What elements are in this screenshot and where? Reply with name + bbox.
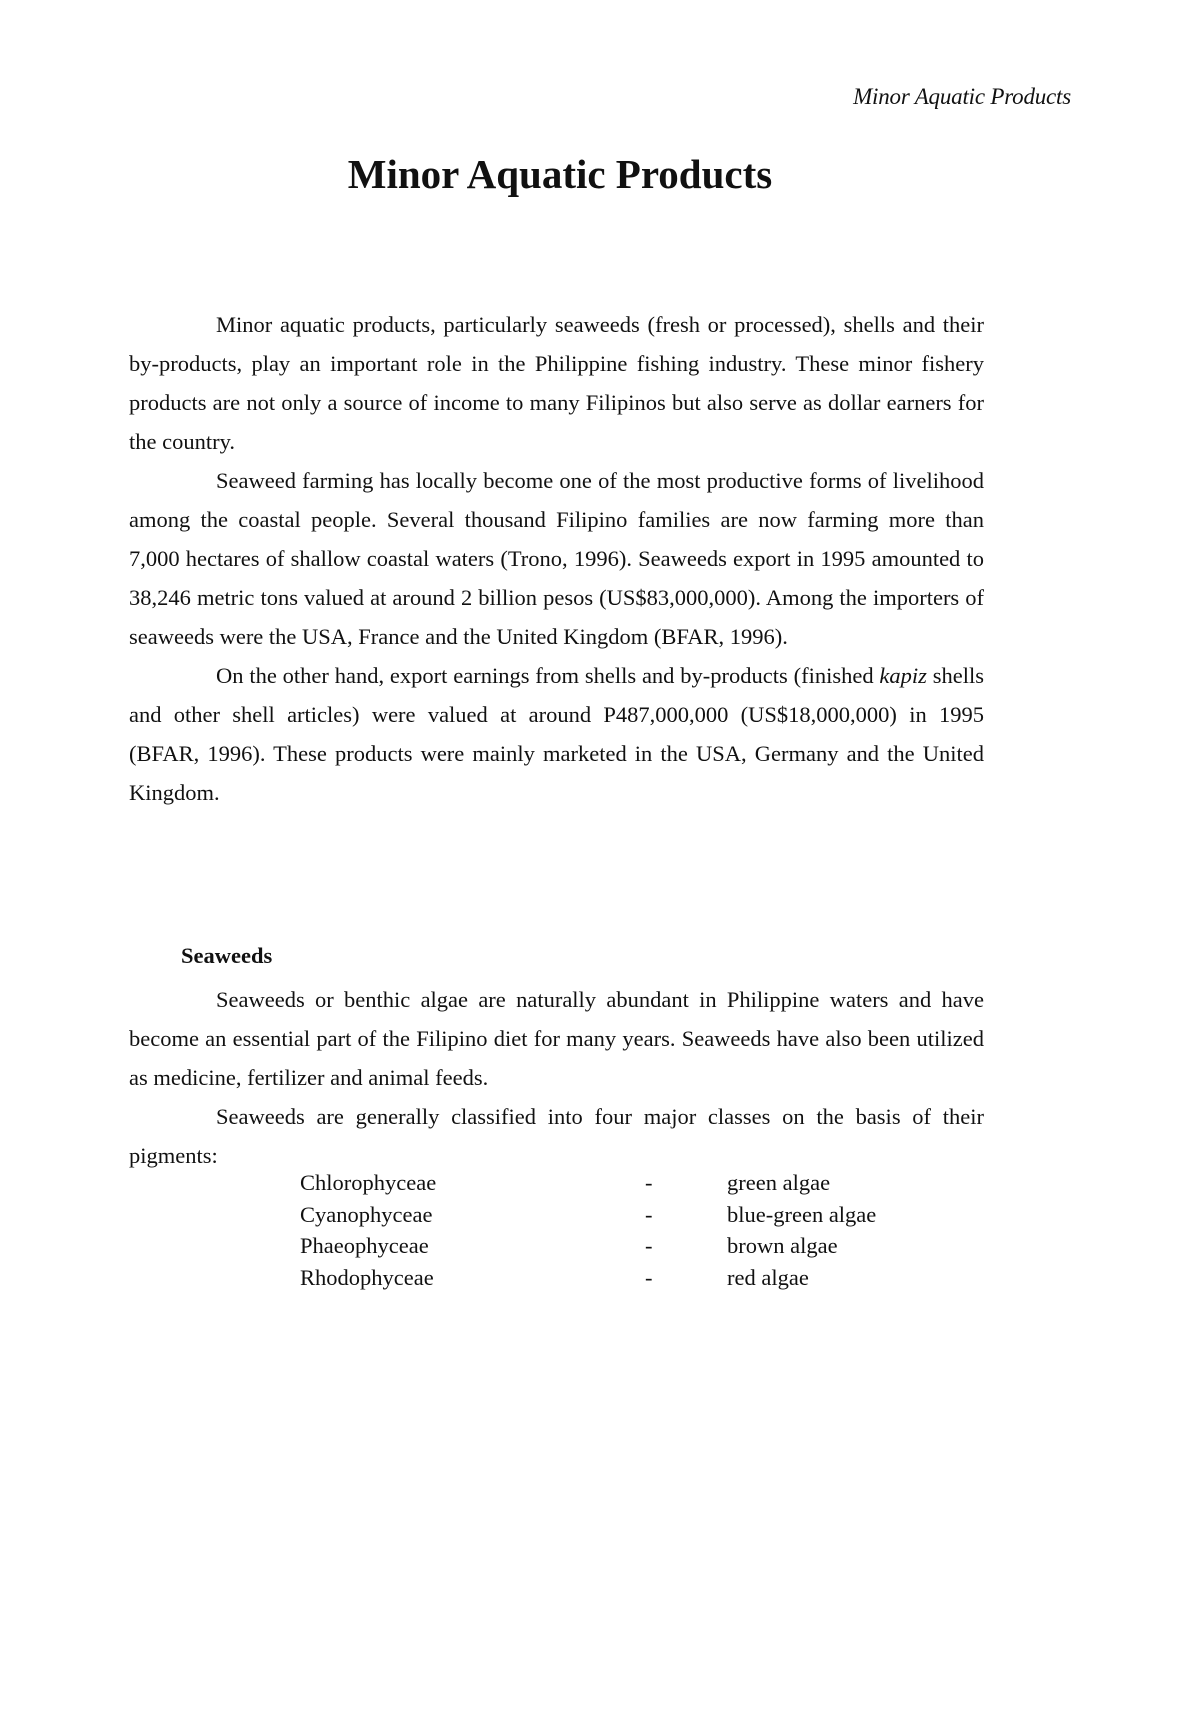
class-description: blue-green algae <box>727 1201 877 1227</box>
class-dash: - <box>645 1264 653 1290</box>
class-name: Cyanophyceae <box>300 1201 433 1227</box>
algae-classes-list <box>300 1167 927 1293</box>
class-name: Chlorophyceae <box>300 1170 437 1195</box>
page-title: Minor Aquatic Products <box>347 151 773 197</box>
running-header: Minor Aquatic Products <box>853 84 1071 109</box>
intro-paragraph-3-start: On the other hand, export earnings from shells and by-products (finished <box>216 663 880 688</box>
intro-paragraph-3 <box>129 656 984 812</box>
class-dash: - <box>645 1170 653 1195</box>
intro-section <box>129 305 984 812</box>
intro-paragraph-2: Seaweed farming has locally become one of the most productive forms of livelihood among the coastal people. Several thousand Filipino families are now farming more than 7,000 hectares of shallow coastal waters (Trono, 1996). Seaweeds export in 1995 amounted to 38,246 metric tons valued at around 2 billion pesos (US$83,000,000). Among the importers of seaweeds were the USA, France and the United Kingdom (BFAR, 1996). <box>129 468 984 649</box>
class-description: green algae <box>727 1170 831 1195</box>
intro-paragraph-1: Minor aquatic products, particularly seaweeds (fresh or processed), shells and their by-products, play an important role in the Philippine fishing industry. These minor fishery products are not only a source of income to many Filipinos but also serve as dollar earners for the country. <box>129 312 984 454</box>
class-description: red algae <box>727 1264 809 1290</box>
algae-class-row <box>300 1199 927 1231</box>
class-dash: - <box>645 1233 653 1258</box>
algae-class-row <box>300 1262 927 1294</box>
intro-paragraph-3-end: shells and other shell articles) were valued at around P487,000,000 (US$18,000,000) in 1995 (BFAR, 1996). These products were mainly marketed in the USA, Germany and the United Kingdom. <box>129 663 984 805</box>
class-dash: - <box>645 1201 653 1227</box>
seaweeds-section <box>129 980 984 1175</box>
class-name: Rhodophyceae <box>300 1264 434 1290</box>
algae-class-row <box>300 1167 927 1199</box>
class-description: brown algae <box>727 1233 838 1258</box>
algae-class-row <box>300 1230 927 1262</box>
class-name: Phaeophyceae <box>300 1233 429 1258</box>
seaweeds-paragraph-2: Seaweeds are generally classified into four major classes on the basis of their pigments: <box>129 1104 984 1168</box>
seaweeds-paragraph-1: Seaweeds or benthic algae are naturally abundant in Philippine waters and have become an essential part of the Filipino diet for many years. Seaweeds have also been utilized as medicine, fertilizer and animal feeds. <box>129 987 984 1090</box>
section-heading-seaweeds: Seaweeds <box>181 943 273 968</box>
kapiz-term: kapiz <box>879 663 927 688</box>
